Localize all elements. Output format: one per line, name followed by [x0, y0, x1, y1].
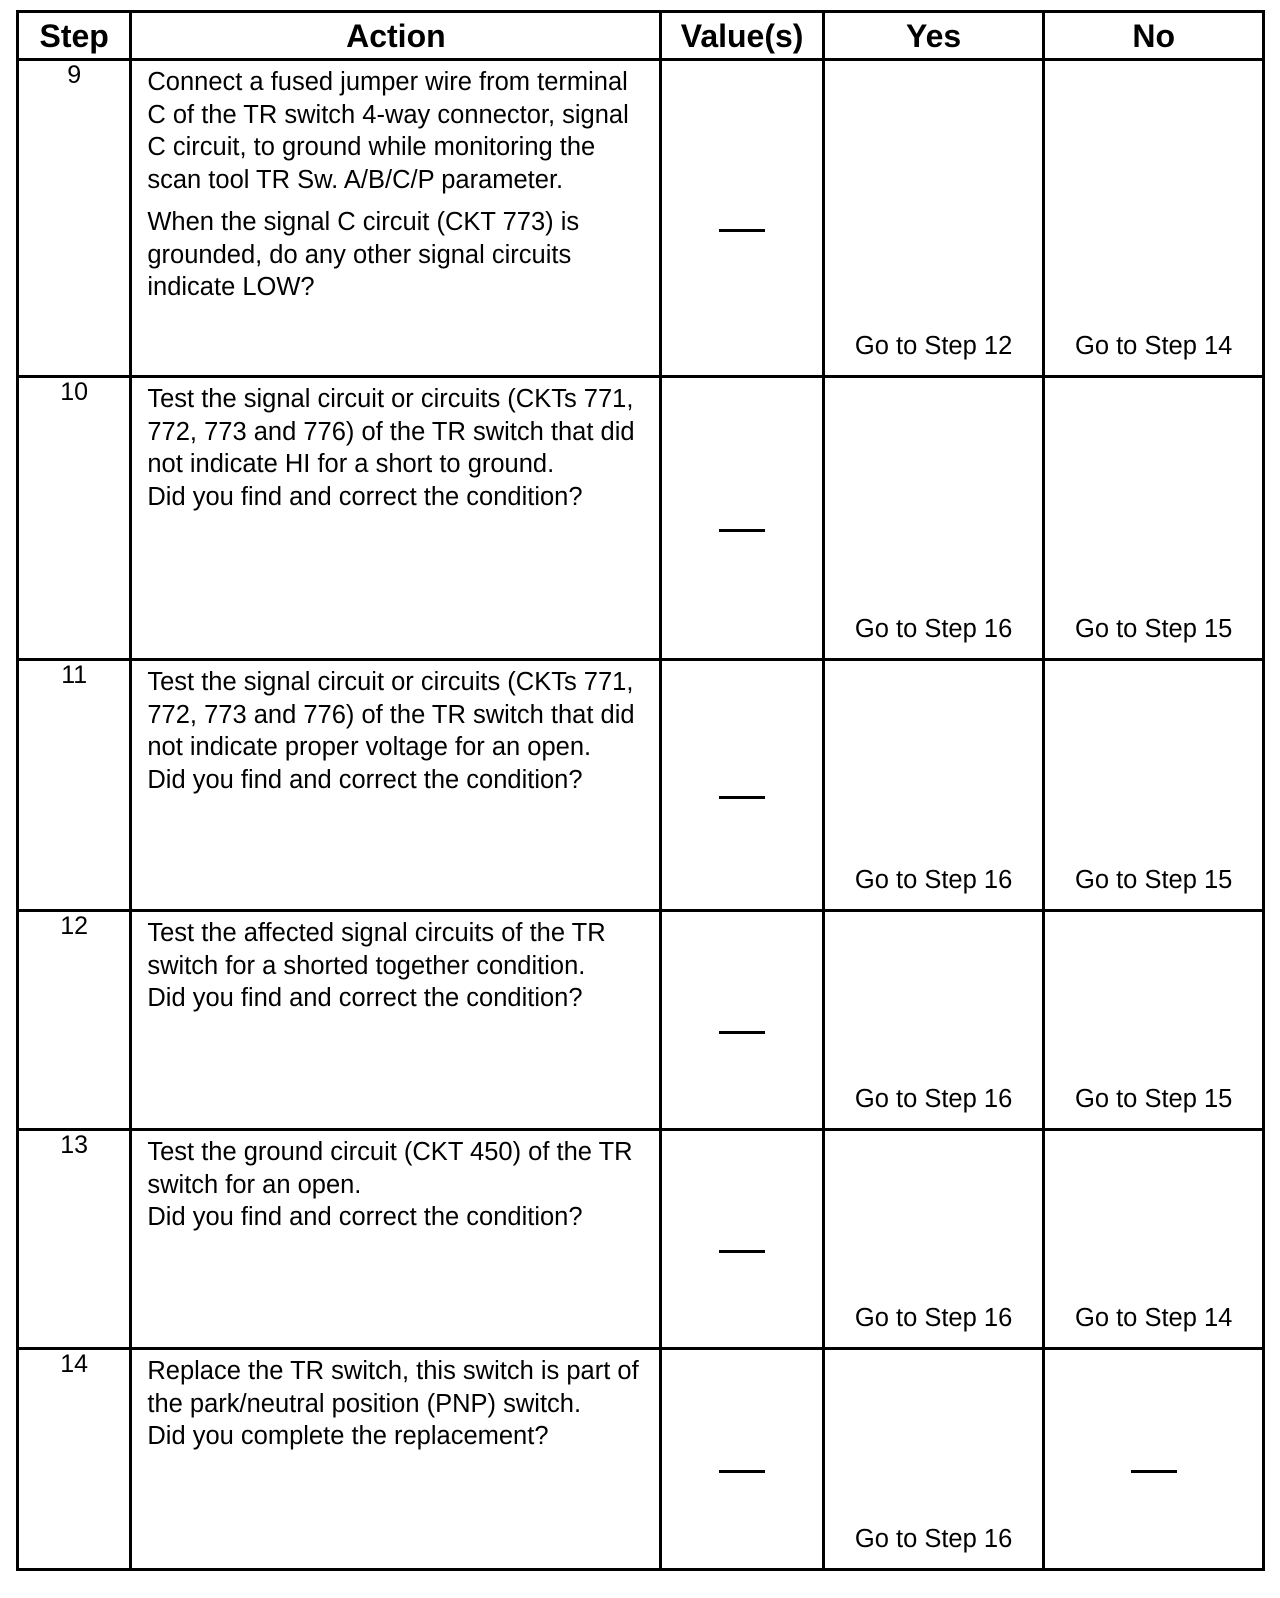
yes-goto: Go to Step 16: [854, 1525, 1013, 1553]
header-no: No: [1044, 12, 1264, 60]
action-instruction: Replace the TR switch, this switch is part of the park/neutral position (PNP) switch.: [147, 1357, 639, 1418]
action-cell: [131, 377, 661, 660]
no-cell: [1044, 377, 1264, 660]
action-cell: [131, 1349, 661, 1570]
no-cell: [1044, 1349, 1264, 1570]
value-cell: [661, 60, 823, 377]
value-cell: [661, 911, 823, 1130]
yes-cell: [823, 60, 1044, 377]
value-cell: [661, 660, 823, 911]
step-number: 14: [18, 1349, 131, 1570]
no-cell: [1044, 911, 1264, 1130]
no-value-dash: [719, 796, 765, 799]
no-goto: Go to Step 15: [1075, 615, 1233, 643]
no-value-dash: [1131, 1470, 1177, 1473]
step-number: 12: [18, 911, 131, 1130]
yes-goto: Go to Step 12: [854, 332, 1013, 360]
action-instruction: Connect a fused jumper wire from terminal C of the TR switch 4-way connector, signal C circuit, to ground while monitoring the scan tool TR Sw. A/B/C/P parameter.: [147, 68, 629, 194]
table-row: [18, 60, 1264, 377]
no-value-dash: [719, 1031, 765, 1034]
table-row: [18, 660, 1264, 911]
action-instruction: Test the signal circuit or circuits (CKTs 771, 772, 773 and 776) of the TR switch that did not indicate HI for a short to ground.: [147, 385, 635, 478]
step-number: 10: [18, 377, 131, 660]
no-cell: [1044, 1130, 1264, 1349]
step-number: 13: [18, 1130, 131, 1349]
yes-cell: [823, 377, 1044, 660]
action-instruction: Test the ground circuit (CKT 450) of the TR switch for an open.: [147, 1138, 633, 1199]
yes-cell: [823, 1130, 1044, 1349]
table-row: [18, 1130, 1264, 1349]
step-number: 9: [18, 60, 131, 377]
header-values: Value(s): [661, 12, 823, 60]
header-step: Step: [18, 12, 131, 60]
no-value-dash: [719, 529, 765, 532]
no-value-dash: [719, 1470, 765, 1473]
action-instruction: Test the affected signal circuits of the TR switch for a shorted together condition.: [147, 919, 606, 980]
value-cell: [661, 1130, 823, 1349]
yes-cell: [823, 660, 1044, 911]
action-question: When the signal C circuit (CKT 773) is grounded, do any other signal circuits indicate LOW?: [147, 208, 580, 301]
no-goto: Go to Step 14: [1075, 332, 1233, 360]
no-cell: [1044, 660, 1264, 911]
no-goto: Go to Step 15: [1075, 866, 1233, 894]
table-row: [18, 377, 1264, 660]
action-question: Did you find and correct the condition?: [147, 984, 583, 1012]
action-cell: [131, 1130, 661, 1349]
action-cell: [131, 660, 661, 911]
action-question: Did you find and correct the condition?: [147, 1203, 583, 1231]
no-goto: Go to Step 15: [1075, 1085, 1233, 1113]
yes-goto: Go to Step 16: [854, 615, 1013, 643]
action-instruction: Test the signal circuit or circuits (CKTs 771, 772, 773 and 776) of the TR switch that did not indicate proper voltage for an open.: [147, 668, 635, 761]
step-number: 11: [18, 660, 131, 911]
no-goto: Go to Step 14: [1075, 1304, 1233, 1332]
action-cell: [131, 911, 661, 1130]
yes-goto: Go to Step 16: [854, 1085, 1013, 1113]
value-cell: [661, 1349, 823, 1570]
value-cell: [661, 377, 823, 660]
header-action: Action: [131, 12, 661, 60]
table-row: [18, 911, 1264, 1130]
header-row: [18, 12, 1264, 60]
yes-cell: [823, 911, 1044, 1130]
header-yes: Yes: [823, 12, 1044, 60]
yes-goto: Go to Step 16: [854, 866, 1013, 894]
yes-cell: [823, 1349, 1044, 1570]
action-question: Did you complete the replacement?: [147, 1422, 549, 1450]
no-cell: [1044, 60, 1264, 377]
no-value-dash: [719, 1250, 765, 1253]
action-question: Did you find and correct the condition?: [147, 482, 583, 511]
no-value-dash: [719, 229, 765, 232]
action-cell: [131, 60, 661, 377]
table-row: [18, 1349, 1264, 1570]
yes-goto: Go to Step 16: [854, 1304, 1013, 1332]
action-question: Did you find and correct the condition?: [147, 765, 583, 794]
diagnostic-table: [16, 10, 1265, 1571]
